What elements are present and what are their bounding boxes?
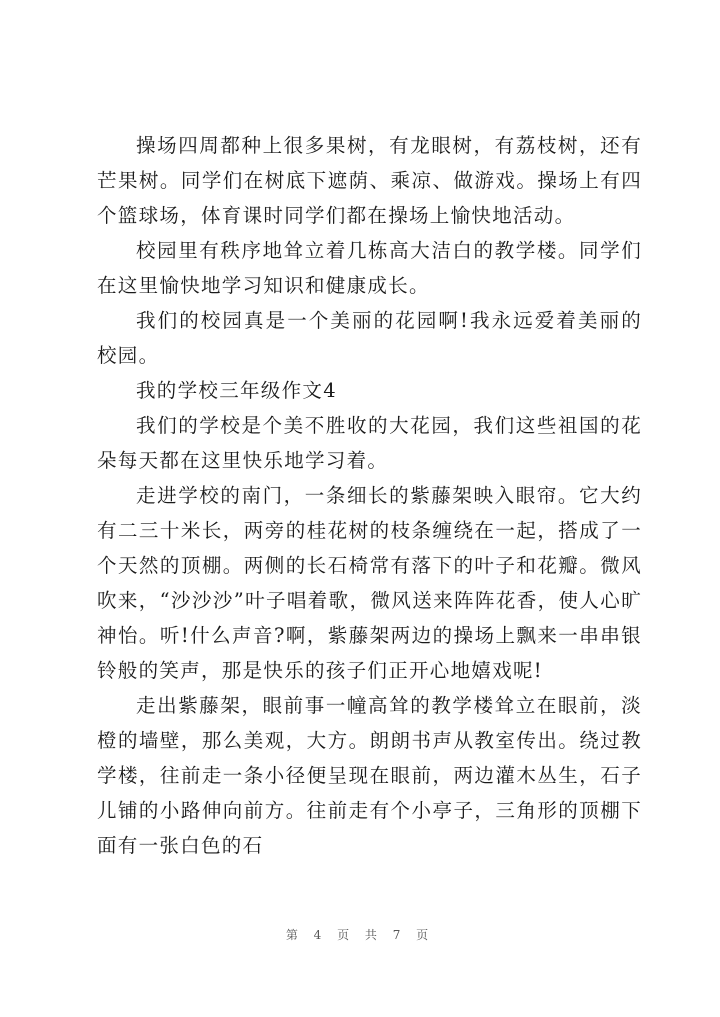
paragraph-teaching-buildings: 校园里有秩序地耸立着几栋高大洁白的教学楼。同学们在这里愉快地学习知识和健康成长。: [97, 239, 642, 297]
paragraph-campus-garden: 我们的校园真是一个美丽的花园啊!我永远爱着美丽的校园。: [97, 309, 642, 367]
paragraph-playground: 操场四周都种上很多果树，有龙眼树，有荔枝树，还有芒果树。同学们在树底下遮荫、乘凉、做游戏。操场上有四个篮球场，体育课时同学们都在操场上愉快地活动。: [97, 134, 642, 227]
paragraph-teaching-building-path: 走出紫藤架，眼前事一幢高耸的教学楼耸立在眼前，淡橙的墙壁，那么美观，大方。朗朗书声从教室传出。绕过教学楼，往前走一条小径便呈现在眼前，两边灌木丛生，石子儿铺的小路伸向前方。往前走有个小亭子，三角形的顶棚下面有一张白色的石: [97, 694, 642, 857]
document-body: [97, 128, 642, 863]
page-number-footer: 第 4 页 共 7 页: [285, 928, 435, 942]
paragraph-wisteria-trellis: 走进学校的南门，一条细长的紫藤架映入眼帘。它大约有二三十米长，两旁的桂花树的枝条缠绕在一起，搭成了一个天然的顶棚。两侧的长石椅常有落下的叶子和花瓣。微风吹来，“沙沙沙”叶子唱着歌，微风送来阵阵花香，使人心旷神怡。听!什么声音?啊，紫藤架两边的操场上飘来一串串银铃般的笑声，那是快乐的孩子们正开心地嬉戏呢!: [97, 484, 642, 682]
paragraph-school-intro: 我们的学校是个美不胜收的大花园，我们这些祖国的花朵每天都在这里快乐地学习着。: [97, 414, 642, 472]
section-title: 我的学校三年级作文4: [136, 379, 337, 402]
